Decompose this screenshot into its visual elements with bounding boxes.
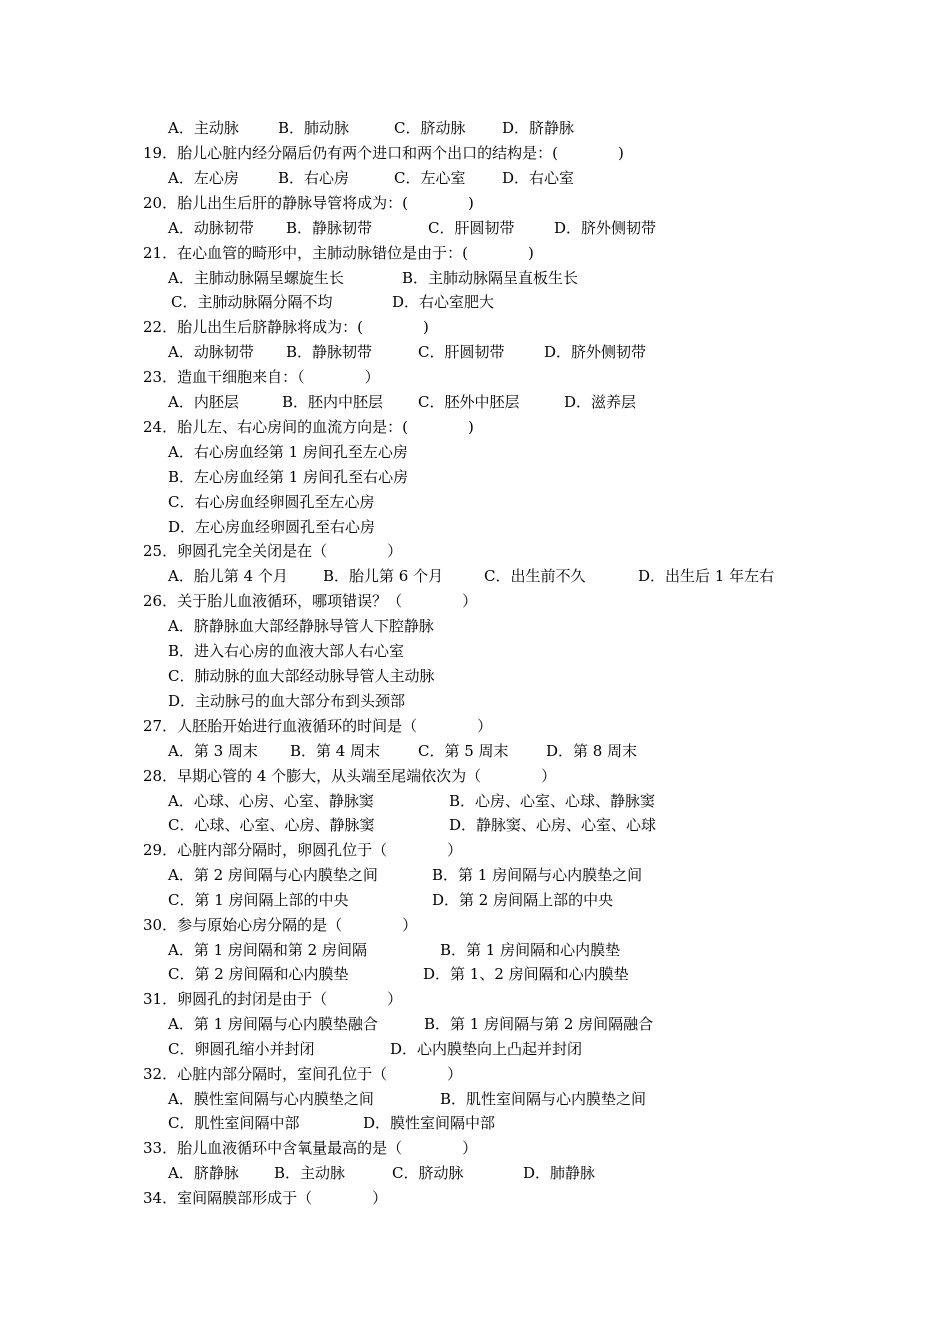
- option-item: C．左心室: [394, 169, 466, 187]
- option-item: D．滋养层: [564, 393, 637, 411]
- option-item: A．左心房: [168, 169, 239, 187]
- option-item: B．静脉韧带: [286, 343, 373, 361]
- option-item: C．脐动脉: [394, 119, 466, 137]
- option-item: A．脐静脉: [168, 1164, 239, 1182]
- option-item: A．主动脉: [168, 119, 239, 137]
- option-item: D．左心房血经卵圆孔至右心房: [168, 518, 376, 536]
- option-item: C．第 2 房间隔和心内膜垫: [168, 965, 349, 983]
- question-stem: 24．胎儿左、右心房间的血流方向是：( ): [143, 418, 474, 436]
- option-item: A．主肺动脉隔呈螺旋生长: [168, 269, 344, 287]
- question-stem: 25．卵圆孔完全关闭是在（ ）: [143, 542, 403, 560]
- option-item: C．脐动脉: [392, 1164, 464, 1182]
- option-item: D．右心室肥大: [392, 293, 495, 311]
- option-item: A．心球、心房、心室、静脉窦: [168, 792, 374, 810]
- option-item: A．胎儿第 4 个月: [168, 567, 288, 585]
- option-item: B．第 1 房间隔与心内膜垫之间: [432, 866, 643, 884]
- option-item: D．膜性室间隔中部: [363, 1114, 496, 1132]
- option-item: B．右心房: [278, 169, 350, 187]
- option-item: B．第 4 周末: [290, 742, 381, 760]
- option-item: D．第 1、2 房间隔和心内膜垫: [423, 965, 629, 983]
- question-stem: 32．心脏内部分隔时，室间孔位于（ ）: [143, 1065, 463, 1083]
- option-item: D．心内膜垫向上凸起并封闭: [390, 1040, 583, 1058]
- question-stem: 23．造血干细胞来自：（ ）: [143, 368, 380, 386]
- question-stem: 29．心脏内部分隔时，卵圆孔位于（ ）: [143, 841, 463, 859]
- option-item: A．内胚层: [168, 393, 239, 411]
- question-stem: 34．室间隔膜部形成于（ ）: [143, 1189, 388, 1207]
- option-item: B．主肺动脉隔呈直板生长: [402, 269, 579, 287]
- option-item: D．主动脉弓的血大部分布到头颈部: [168, 692, 406, 710]
- option-item: B．胚内中胚层: [282, 393, 384, 411]
- option-item: D．静脉窦、心房、心室、心球: [449, 816, 657, 834]
- option-item: A．膜性室间隔与心内膜垫之间: [168, 1090, 374, 1108]
- option-item: A．第 1 房间隔和第 2 房间隔: [168, 941, 367, 959]
- option-item: B．静脉韧带: [286, 219, 373, 237]
- question-stem: 31．卵圆孔的封闭是由于（ ）: [143, 990, 403, 1008]
- option-item: D．脐外侧韧带: [554, 219, 657, 237]
- question-stem: 26．关于胎儿血液循环，哪项错误？（ ）: [143, 592, 478, 610]
- option-item: D．脐外侧韧带: [544, 343, 647, 361]
- option-item: A．第 2 房间隔与心内膜垫之间: [168, 866, 378, 884]
- option-item: C．第 1 房间隔上部的中央: [168, 891, 349, 909]
- option-item: B．左心房血经第 1 房间孔至右心房: [168, 468, 409, 486]
- option-item: C．卵圆孔缩小并封闭: [168, 1040, 315, 1058]
- option-item: A．第 1 房间隔与心内膜垫融合: [168, 1015, 378, 1033]
- option-item: D．第 8 周末: [546, 742, 638, 760]
- question-stem: 28．早期心管的 4 个膨大，从头端至尾端依次为（ ）: [143, 767, 557, 785]
- question-stem: 27．人胚胎开始进行血液循环的时间是（ ）: [143, 717, 493, 735]
- option-item: A．脐静脉血大部经静脉导管人下腔静脉: [168, 617, 434, 635]
- option-item: D．出生后 1 年左右: [638, 567, 775, 585]
- option-item: B．肺动脉: [278, 119, 350, 137]
- option-item: D．肺静脉: [523, 1164, 596, 1182]
- option-item: C．第 5 周末: [418, 742, 509, 760]
- option-item: B．胎儿第 6 个月: [323, 567, 444, 585]
- option-item: B．肌性室间隔与心内膜垫之间: [440, 1090, 647, 1108]
- question-stem: 21．在心血管的畸形中，主肺动脉错位是由于：( ): [143, 244, 534, 262]
- option-item: C．心球、心室、心房、静脉窦: [168, 816, 375, 834]
- option-item: C．右心房血经卵圆孔至左心房: [168, 493, 375, 511]
- option-item: C．肌性室间隔中部: [168, 1114, 300, 1132]
- option-item: C．胚外中胚层: [418, 393, 520, 411]
- option-item: A．右心房血经第 1 房间孔至左心房: [168, 443, 408, 461]
- option-item: B．主动脉: [274, 1164, 346, 1182]
- option-item: B．心房、心室、心球、静脉窦: [449, 792, 656, 810]
- option-item: C．肝圆韧带: [428, 219, 515, 237]
- question-stem: 33．胎儿血液循环中含氧量最高的是（ ）: [143, 1139, 478, 1157]
- option-item: B．第 1 房间隔与第 2 房间隔融合: [424, 1015, 654, 1033]
- option-item: A．第 3 周末: [168, 742, 258, 760]
- option-item: B．进入右心房的血液大部人右心室: [168, 642, 405, 660]
- option-item: C．主肺动脉隔分隔不均: [171, 293, 333, 311]
- option-item: C．出生前不久: [484, 567, 586, 585]
- option-item: C．肺动脉的血大部经动脉导管人主动脉: [168, 667, 435, 685]
- option-item: A．动脉韧带: [168, 343, 254, 361]
- question-stem: 20．胎儿出生后肝的静脉导管将成为：( ): [143, 194, 474, 212]
- option-item: A．动脉韧带: [168, 219, 254, 237]
- question-stem: 22．胎儿出生后脐静脉将成为：( ): [143, 318, 429, 336]
- option-item: C．肝圆韧带: [418, 343, 505, 361]
- option-item: B．第 1 房间隔和心内膜垫: [440, 941, 621, 959]
- question-stem: 19．胎儿心脏内经分隔后仍有两个进口和两个出口的结构是：( ): [143, 144, 624, 162]
- option-item: D．脐静脉: [502, 119, 575, 137]
- question-stem: 30．参与原始心房分隔的是（ ）: [143, 916, 418, 934]
- option-item: D．右心室: [502, 169, 575, 187]
- option-item: D．第 2 房间隔上部的中央: [432, 891, 614, 909]
